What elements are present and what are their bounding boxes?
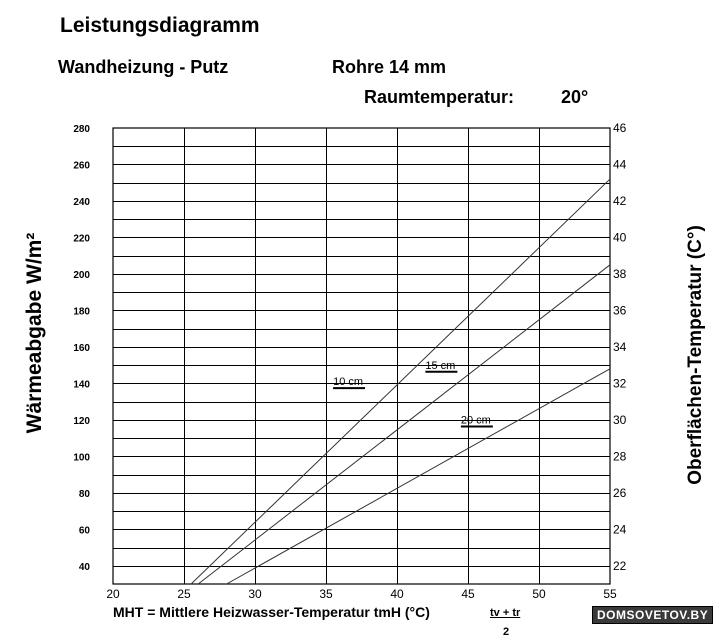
y-tick-label-right: 34 bbox=[613, 339, 627, 354]
y-axis-label-right: Oberflächen-Temperatur (C°) bbox=[685, 225, 706, 485]
room-temperature-value: 20° bbox=[561, 87, 589, 107]
x-axis-label: MHT = Mittlere Heizwasser-Temperatur tmH (°C) bbox=[113, 604, 430, 620]
x-tick-label: 20 bbox=[106, 587, 120, 601]
y-tick-label-left: 280 bbox=[73, 124, 90, 135]
series-line-20-cm bbox=[227, 369, 610, 584]
series-line-15-cm bbox=[198, 265, 610, 584]
y-tick-label-left: 200 bbox=[73, 269, 90, 281]
curve-label: 10 cm bbox=[333, 376, 364, 389]
y-tick-label-right: 40 bbox=[613, 230, 627, 245]
y-tick-label-left: 260 bbox=[73, 160, 90, 172]
y-tick-label-left: 160 bbox=[73, 342, 90, 354]
room-temperature-label: Raumtemperatur: bbox=[364, 87, 515, 107]
x-tick-label: 55 bbox=[603, 587, 617, 601]
y-tick-label-right: 38 bbox=[613, 266, 627, 281]
x-tick-label: 50 bbox=[532, 587, 546, 601]
y-tick-label-right: 28 bbox=[613, 449, 627, 464]
x-tick-label: 30 bbox=[248, 587, 262, 601]
chart-title: Leistungsdiagramm bbox=[60, 14, 260, 37]
y-tick-label-right: 24 bbox=[613, 522, 627, 537]
y-tick-label-left: 140 bbox=[73, 379, 90, 391]
x-formula-numerator: tv + tr bbox=[490, 607, 521, 619]
y-tick-label-right: 42 bbox=[613, 193, 627, 208]
x-tick-label: 45 bbox=[461, 587, 475, 601]
x-tick-label: 40 bbox=[390, 587, 404, 601]
y-tick-label-left: 240 bbox=[73, 196, 90, 208]
y-tick-label-right: 22 bbox=[613, 558, 627, 573]
y-tick-label-right: 36 bbox=[613, 303, 627, 318]
y-tick-label-left: 220 bbox=[73, 233, 90, 245]
y-tick-label-left: 40 bbox=[78, 561, 90, 573]
curve-label: 15 cm bbox=[425, 359, 456, 372]
y-tick-label-right: 32 bbox=[613, 376, 627, 391]
subtitle-wall-heating: Wandheizung - Putz bbox=[58, 57, 229, 77]
y-tick-label-right: 30 bbox=[613, 412, 627, 427]
x-formula-denominator: 2 bbox=[503, 626, 510, 638]
series-line-10-cm bbox=[191, 179, 610, 584]
y-tick-label-left: 80 bbox=[78, 488, 90, 500]
subtitle-pipes: Rohre 14 mm bbox=[332, 57, 447, 77]
y-tick-label-left: 120 bbox=[73, 415, 90, 427]
y-tick-label-left: 60 bbox=[78, 525, 90, 537]
grid-layer bbox=[113, 128, 610, 584]
y-axis-label-left: Wärmeabgabe W/m² bbox=[23, 232, 46, 434]
curve-label: 20 cm bbox=[460, 414, 491, 427]
x-tick-label: 35 bbox=[319, 587, 333, 601]
y-tick-label-right: 44 bbox=[613, 157, 627, 172]
y-tick-label-left: 180 bbox=[73, 306, 90, 318]
watermark-badge[interactable]: DOMSOVETOV.BY bbox=[592, 606, 713, 624]
plot-frame bbox=[113, 128, 610, 584]
x-tick-label: 25 bbox=[177, 587, 191, 601]
y-tick-label-right: 26 bbox=[613, 485, 627, 500]
y-tick-label-right: 46 bbox=[613, 121, 627, 135]
series-layer bbox=[191, 179, 610, 584]
y-tick-label-left: 100 bbox=[73, 452, 90, 464]
